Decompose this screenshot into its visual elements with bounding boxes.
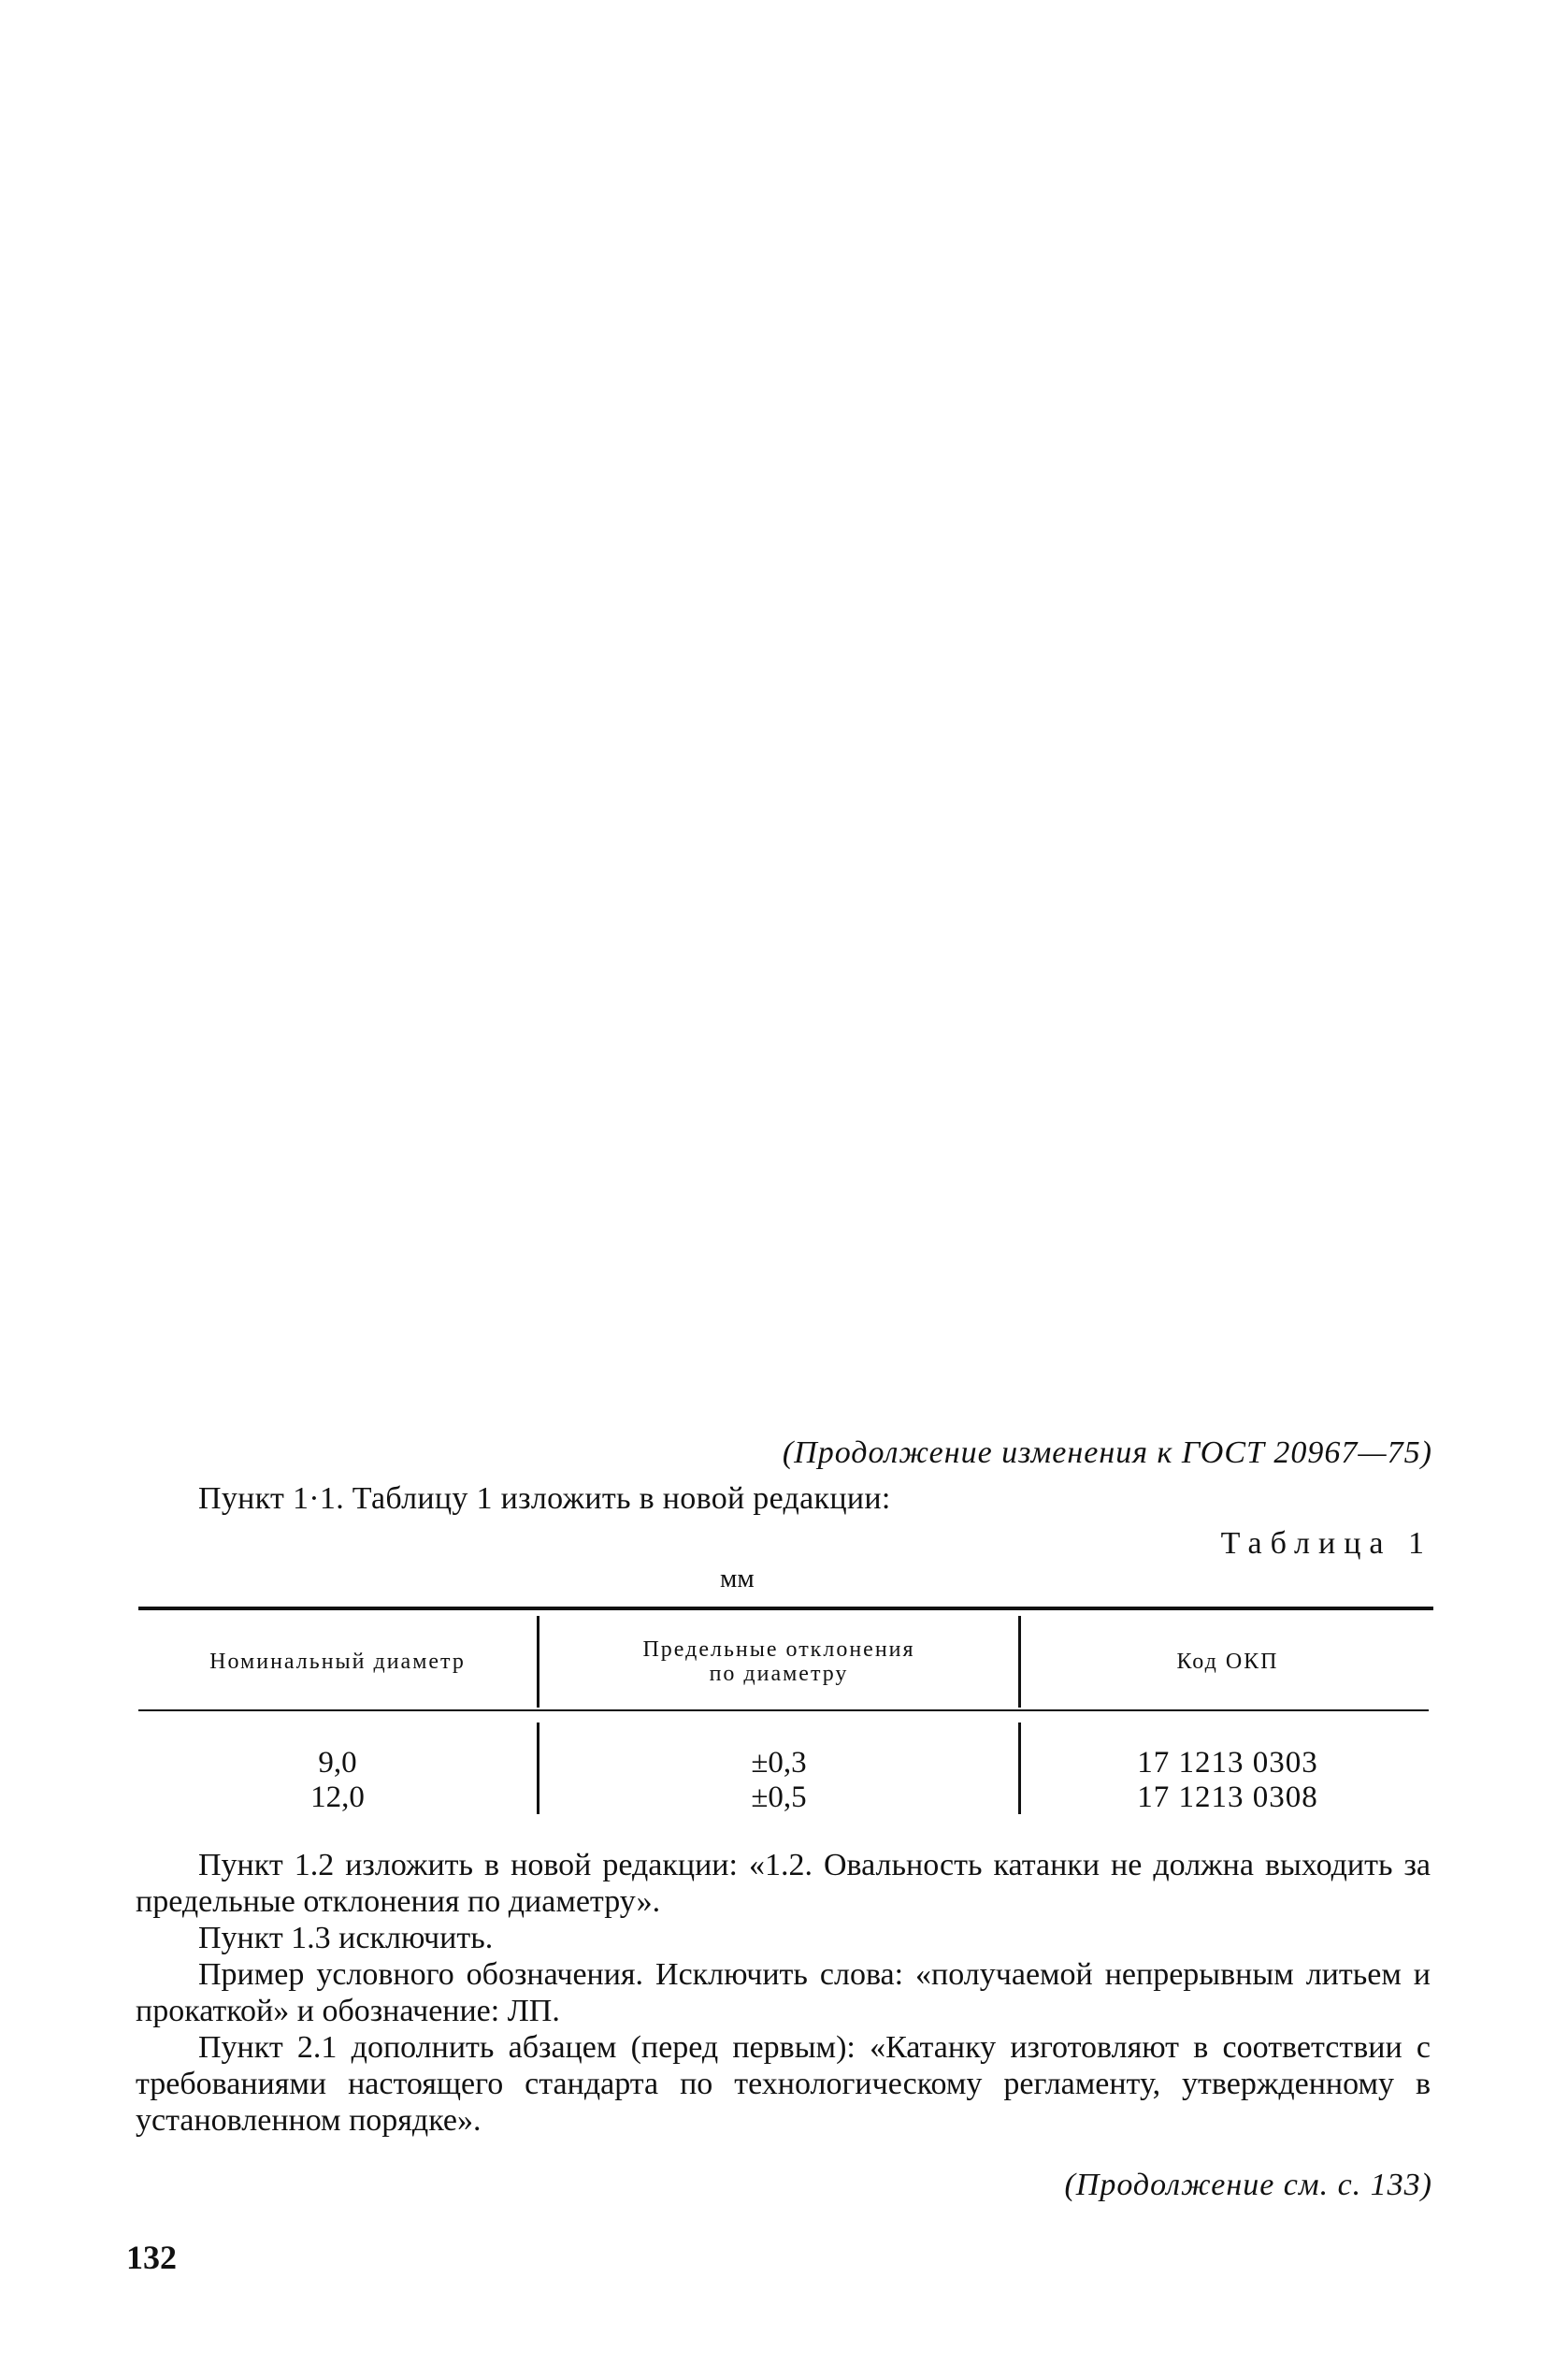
body-divider-1	[537, 1723, 539, 1814]
intro-text: Пункт 1·1. Таблицу 1 изложить в новой редакции:	[198, 1481, 891, 1516]
paragraph-item-2-1: Пункт 2.1 дополнить абзацем (перед первым): «Катанку изготовляют в соответствии с требованиями настоящего стандарта по технологическому регламенту, утвержденному в установленном порядке».	[136, 2030, 1431, 2138]
table-cell-deviation: ±0,5	[751, 1780, 807, 1814]
table-cell-diameter: 12,0	[310, 1780, 365, 1814]
header-bottom-rule	[138, 1709, 1429, 1711]
table-label: Таблица 1	[1220, 1526, 1432, 1561]
header-deviation	[540, 1637, 1017, 1686]
header-divider-2	[1018, 1616, 1021, 1708]
table-cell-okp: 17 1213 0308	[1137, 1780, 1318, 1814]
page-number: 132	[126, 2239, 177, 2276]
table-units: мм	[720, 1564, 755, 1593]
header-nominal-diameter: Номинальный диаметр	[209, 1650, 466, 1674]
paragraph-item-1-3: Пункт 1.3 исключить.	[198, 1921, 494, 1955]
column-deviation-values	[540, 1746, 1017, 1815]
header-deviation-line2: по диаметру	[709, 1662, 849, 1686]
paragraph-designation-example: Пример условного обозначения. Исключить слова: «получаемой непрерывным литьем и прокаткой» и обозначение: ЛП.	[136, 1957, 1431, 2028]
continuation-footer: (Продолжение см. с. 133)	[1064, 2168, 1432, 2202]
table-cell-okp: 17 1213 0303	[1137, 1746, 1318, 1780]
body-text	[136, 1847, 1431, 2139]
continuation-header: (Продолжение изменения к ГОСТ 20967—75)	[782, 1435, 1432, 1470]
table-cell-diameter: 9,0	[318, 1746, 357, 1780]
header-deviation-line1: Предельные отклонения	[642, 1637, 915, 1662]
body-divider-2	[1018, 1723, 1021, 1814]
table-cell-deviation: ±0,3	[751, 1746, 807, 1780]
column-diameter-values	[138, 1746, 537, 1815]
header-divider-1	[537, 1616, 539, 1708]
header-okp-code: Код ОКП	[1176, 1650, 1279, 1674]
table-top-rule	[138, 1607, 1433, 1610]
column-okp-values	[1022, 1746, 1433, 1815]
paragraph-item-1-2: Пункт 1.2 изложить в новой редакции: «1.2. Овальность катанки не должна выходить за предельные отклонения по диаметру».	[136, 1848, 1431, 1919]
